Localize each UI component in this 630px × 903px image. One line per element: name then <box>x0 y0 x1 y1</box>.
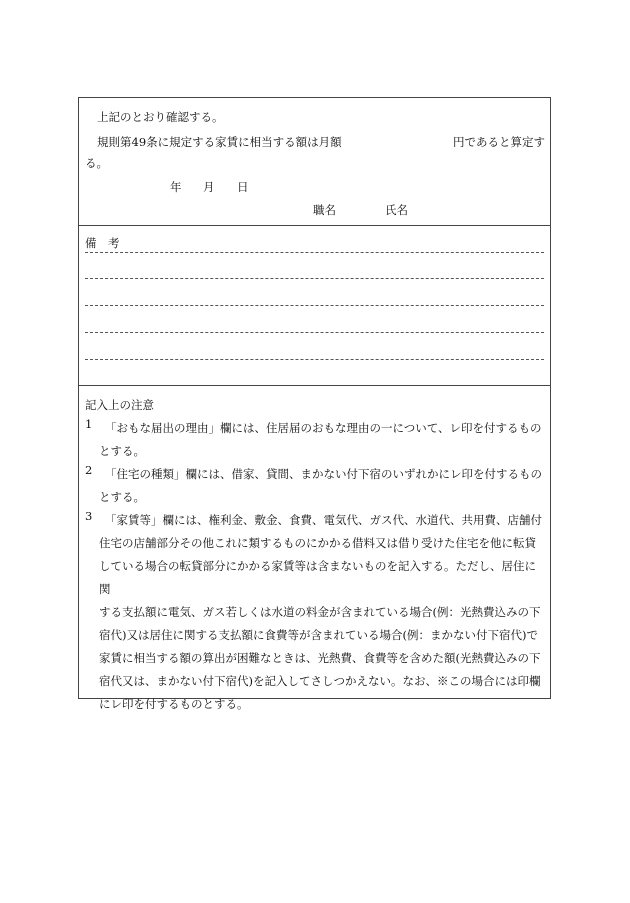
note-number: 1 <box>85 417 93 431</box>
note-line: とする。 <box>99 444 145 458</box>
day-label: 日 <box>237 180 249 194</box>
remarks-line[interactable] <box>85 252 544 253</box>
rent-amount-wrap: る。 <box>85 156 108 170</box>
note-line: 家賃に相当する額の算出が困難なときは、光熱費、食費等を含めた額(光熱費込みの下 <box>99 651 541 665</box>
rent-amount-label: 規則第49条に規定する家賃に相当する額は月額 <box>97 135 342 149</box>
remarks-line[interactable] <box>85 278 544 279</box>
note-item <box>85 509 545 716</box>
rent-amount-field[interactable] <box>349 134 449 149</box>
note-number: 3 <box>85 509 93 523</box>
notes-section <box>79 386 550 711</box>
note-line: とする。 <box>99 490 145 504</box>
note-line: している場合の転貸部分にかかる家賃等は含まないものを記入する。ただし、居住に関 <box>99 559 536 596</box>
remarks-line[interactable] <box>85 359 544 360</box>
notes-block <box>85 394 545 716</box>
confirm-statement: 上記のとおり確認する。 <box>97 110 224 124</box>
remarks-line[interactable] <box>85 305 544 306</box>
note-line: 住宅の店舗部分その他これに類するものにかかる借料又は借り受けた住宅を他に転貸 <box>99 536 536 550</box>
note-line: 「住宅の種類」欄には、借家、貸間、まかない付下宿のいずれかにレ印を付するもの <box>105 467 542 481</box>
remarks-line[interactable] <box>85 332 544 333</box>
remarks-section <box>79 226 550 386</box>
name-label: 氏名 <box>385 203 408 217</box>
year-label: 年 <box>170 180 182 194</box>
note-line: 「おもな届出の理由」欄には、住居届のおもな理由の一について、レ印を付するもの <box>105 421 542 435</box>
remarks-label: 備 考 <box>85 236 120 250</box>
rent-amount-suffix: 円であると算定す <box>453 135 545 149</box>
note-item <box>85 417 545 463</box>
month-label: 月 <box>203 180 215 194</box>
note-number: 2 <box>85 463 93 477</box>
note-item <box>85 463 545 509</box>
note-line: 宿代又は、まかない付下宿代)を記入してさしつかえない。なお、※この場合には印欄 <box>99 674 541 688</box>
note-line: 「家賃等」欄には、権利金、敷金、食費、電気代、ガス代、水道代、共用費、店舗付 <box>105 513 542 527</box>
title-label: 職名 <box>313 203 336 217</box>
confirmation-form <box>78 97 551 711</box>
note-line: にレ印を付するものとする。 <box>99 697 249 711</box>
note-line: 宿代)又は居住に関する支払額に食費等が含まれている場合(例：まかない付下宿代)で <box>99 628 538 642</box>
notes-heading: 記入上の注意 <box>85 398 154 412</box>
note-line: する支払額に電気、ガス若しくは水道の料金が含まれている場合(例：光熱費込みの下 <box>99 605 541 619</box>
confirmation-section <box>79 98 550 226</box>
